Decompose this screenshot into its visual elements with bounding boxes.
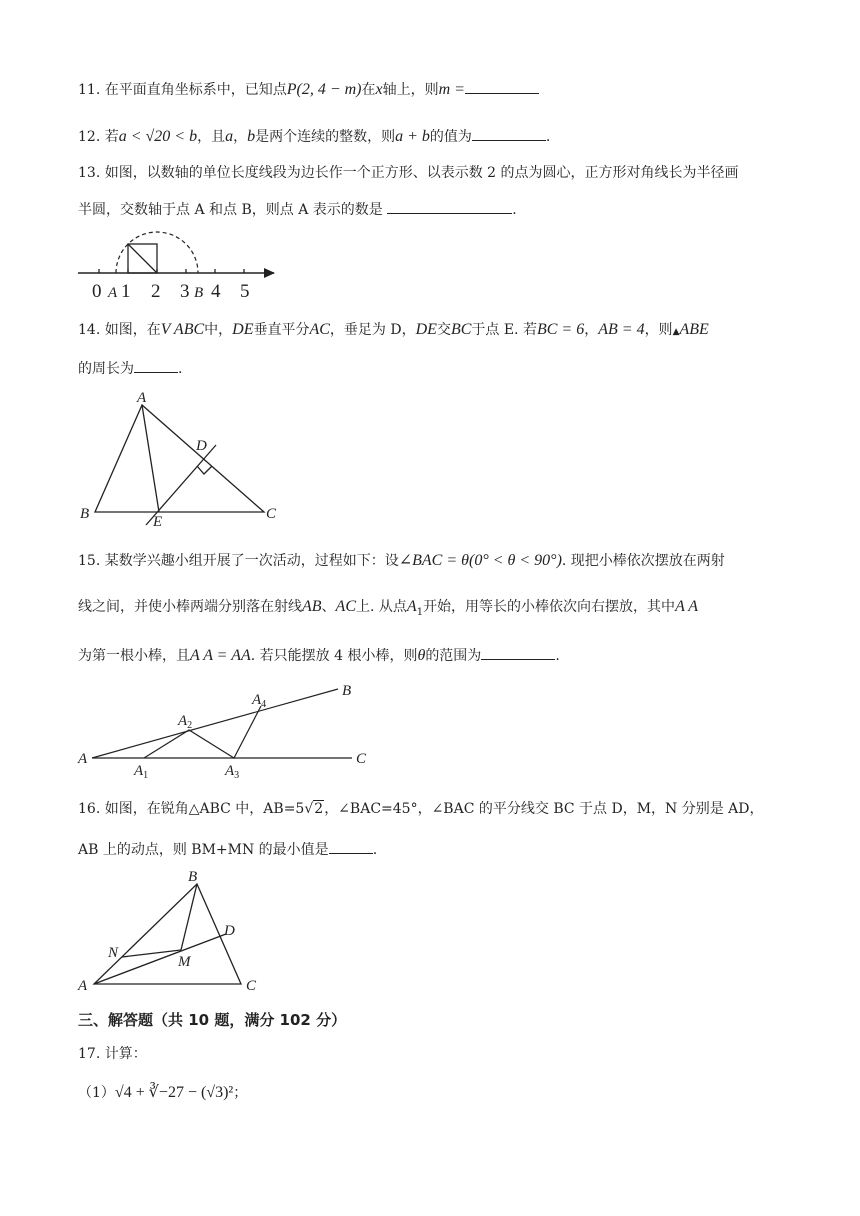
- question-15-line3: 为第一根小棒，且A A = AA. 若只能摆放 4 根小棒，则θ的范围为 .: [78, 644, 782, 666]
- tick-label: 5: [240, 281, 250, 302]
- answer-blank: [134, 357, 178, 373]
- calc-expression: √4 + ∛−27 − (√3)²: [114, 1084, 234, 1101]
- vertex-a-label: A: [137, 390, 147, 406]
- acute-triangle-figure: [76, 866, 276, 1000]
- vertex-b-label: B: [80, 506, 90, 522]
- question-14-line2: 的周长为 .: [78, 357, 782, 379]
- answer-blank: [481, 644, 555, 660]
- point-d-label: D: [224, 923, 235, 939]
- point-b-label: B: [342, 683, 352, 699]
- number-line-figure: [70, 228, 280, 303]
- tick-label: 1: [121, 281, 131, 302]
- tick-label: 0: [92, 281, 102, 302]
- question-15-line1: 15. 某数学兴趣小组开展了一次活动，过程如下：设∠BAC = θ(0° < θ < 90°). 现把小棒依次摆放在两射: [78, 552, 725, 569]
- question-12: 12. 若a < √20 < b，且a，b是两个连续的整数，则a + b的值为 .: [78, 125, 782, 147]
- question-13-line2: 半圆，交数轴于点 A 和点 B，则点 A 表示的数是 .: [78, 198, 782, 220]
- vertex-b-label: B: [188, 869, 198, 885]
- tick-label: 2: [151, 281, 161, 302]
- point-p: P(2, 4 − m): [286, 81, 362, 98]
- point-a4-label: $A_4$: [252, 692, 267, 710]
- section-heading: 三、解答题（共 10 题，满分 102 分）: [78, 1011, 347, 1029]
- point-m-label: M: [178, 954, 191, 970]
- point-a1-label: $A_1$: [134, 763, 149, 781]
- point-d-label: D: [196, 438, 207, 454]
- question-13-line1: 13. 如图，以数轴的单位长度线段为边长作一个正方形、以表示数 2 的点为圆心，正方形对角线长为半径画: [78, 165, 739, 181]
- point-c-label: C: [356, 751, 367, 767]
- tick-label: 4: [211, 281, 221, 302]
- point-n-label: N: [108, 945, 119, 961]
- rays-sticks-figure: [74, 678, 384, 782]
- answer-blank: [387, 198, 512, 214]
- vertex-a-label: A: [78, 978, 88, 994]
- triangle-abc-figure: [76, 388, 286, 530]
- point-b-label: B: [194, 285, 204, 301]
- tick-label: 3: [180, 281, 190, 302]
- question-17-part1: （1）√4 + ∛−27 − (√3)²；: [78, 1084, 248, 1101]
- question-16-line2: AB 上的动点，则 BM+MN 的最小值是 .: [78, 838, 782, 860]
- vertex-c-label: C: [246, 978, 257, 994]
- point-a-label: A: [78, 751, 88, 767]
- question-11: 11. 在平面直角坐标系中，已知点P(2, 4 − m)在x轴上，则m =: [78, 78, 782, 100]
- point-a2-label: $A_2$: [178, 713, 193, 731]
- answer-blank: [465, 78, 539, 94]
- point-e-label: E: [153, 514, 163, 530]
- question-15-line2: 线之间，并使小棒两端分别落在射线AB、AC上. 从点$A_1$开始，用等长的小棒依次向右摆放，其中A A: [78, 598, 699, 618]
- point-a3-label: $A_3$: [225, 763, 240, 781]
- vertex-c-label: C: [266, 506, 277, 522]
- question-14-line1: 14. 如图，在V ABC中，DE垂直平分AC，垂足为 D，DE交BC于点 E. 若BC = 6，AB = 4，则▲ABE: [78, 321, 709, 338]
- answer-blank: [329, 838, 373, 854]
- point-a-label: A: [108, 285, 118, 301]
- question-17: 17. 计算：: [78, 1046, 147, 1062]
- question-16-line1: 16. 如图，在锐角△ABC 中，AB=5√2，∠BAC=45°，∠BAC 的平分线交 BC 于点 D，M，N 分别是 AD，: [78, 801, 764, 817]
- answer-blank: [472, 125, 546, 141]
